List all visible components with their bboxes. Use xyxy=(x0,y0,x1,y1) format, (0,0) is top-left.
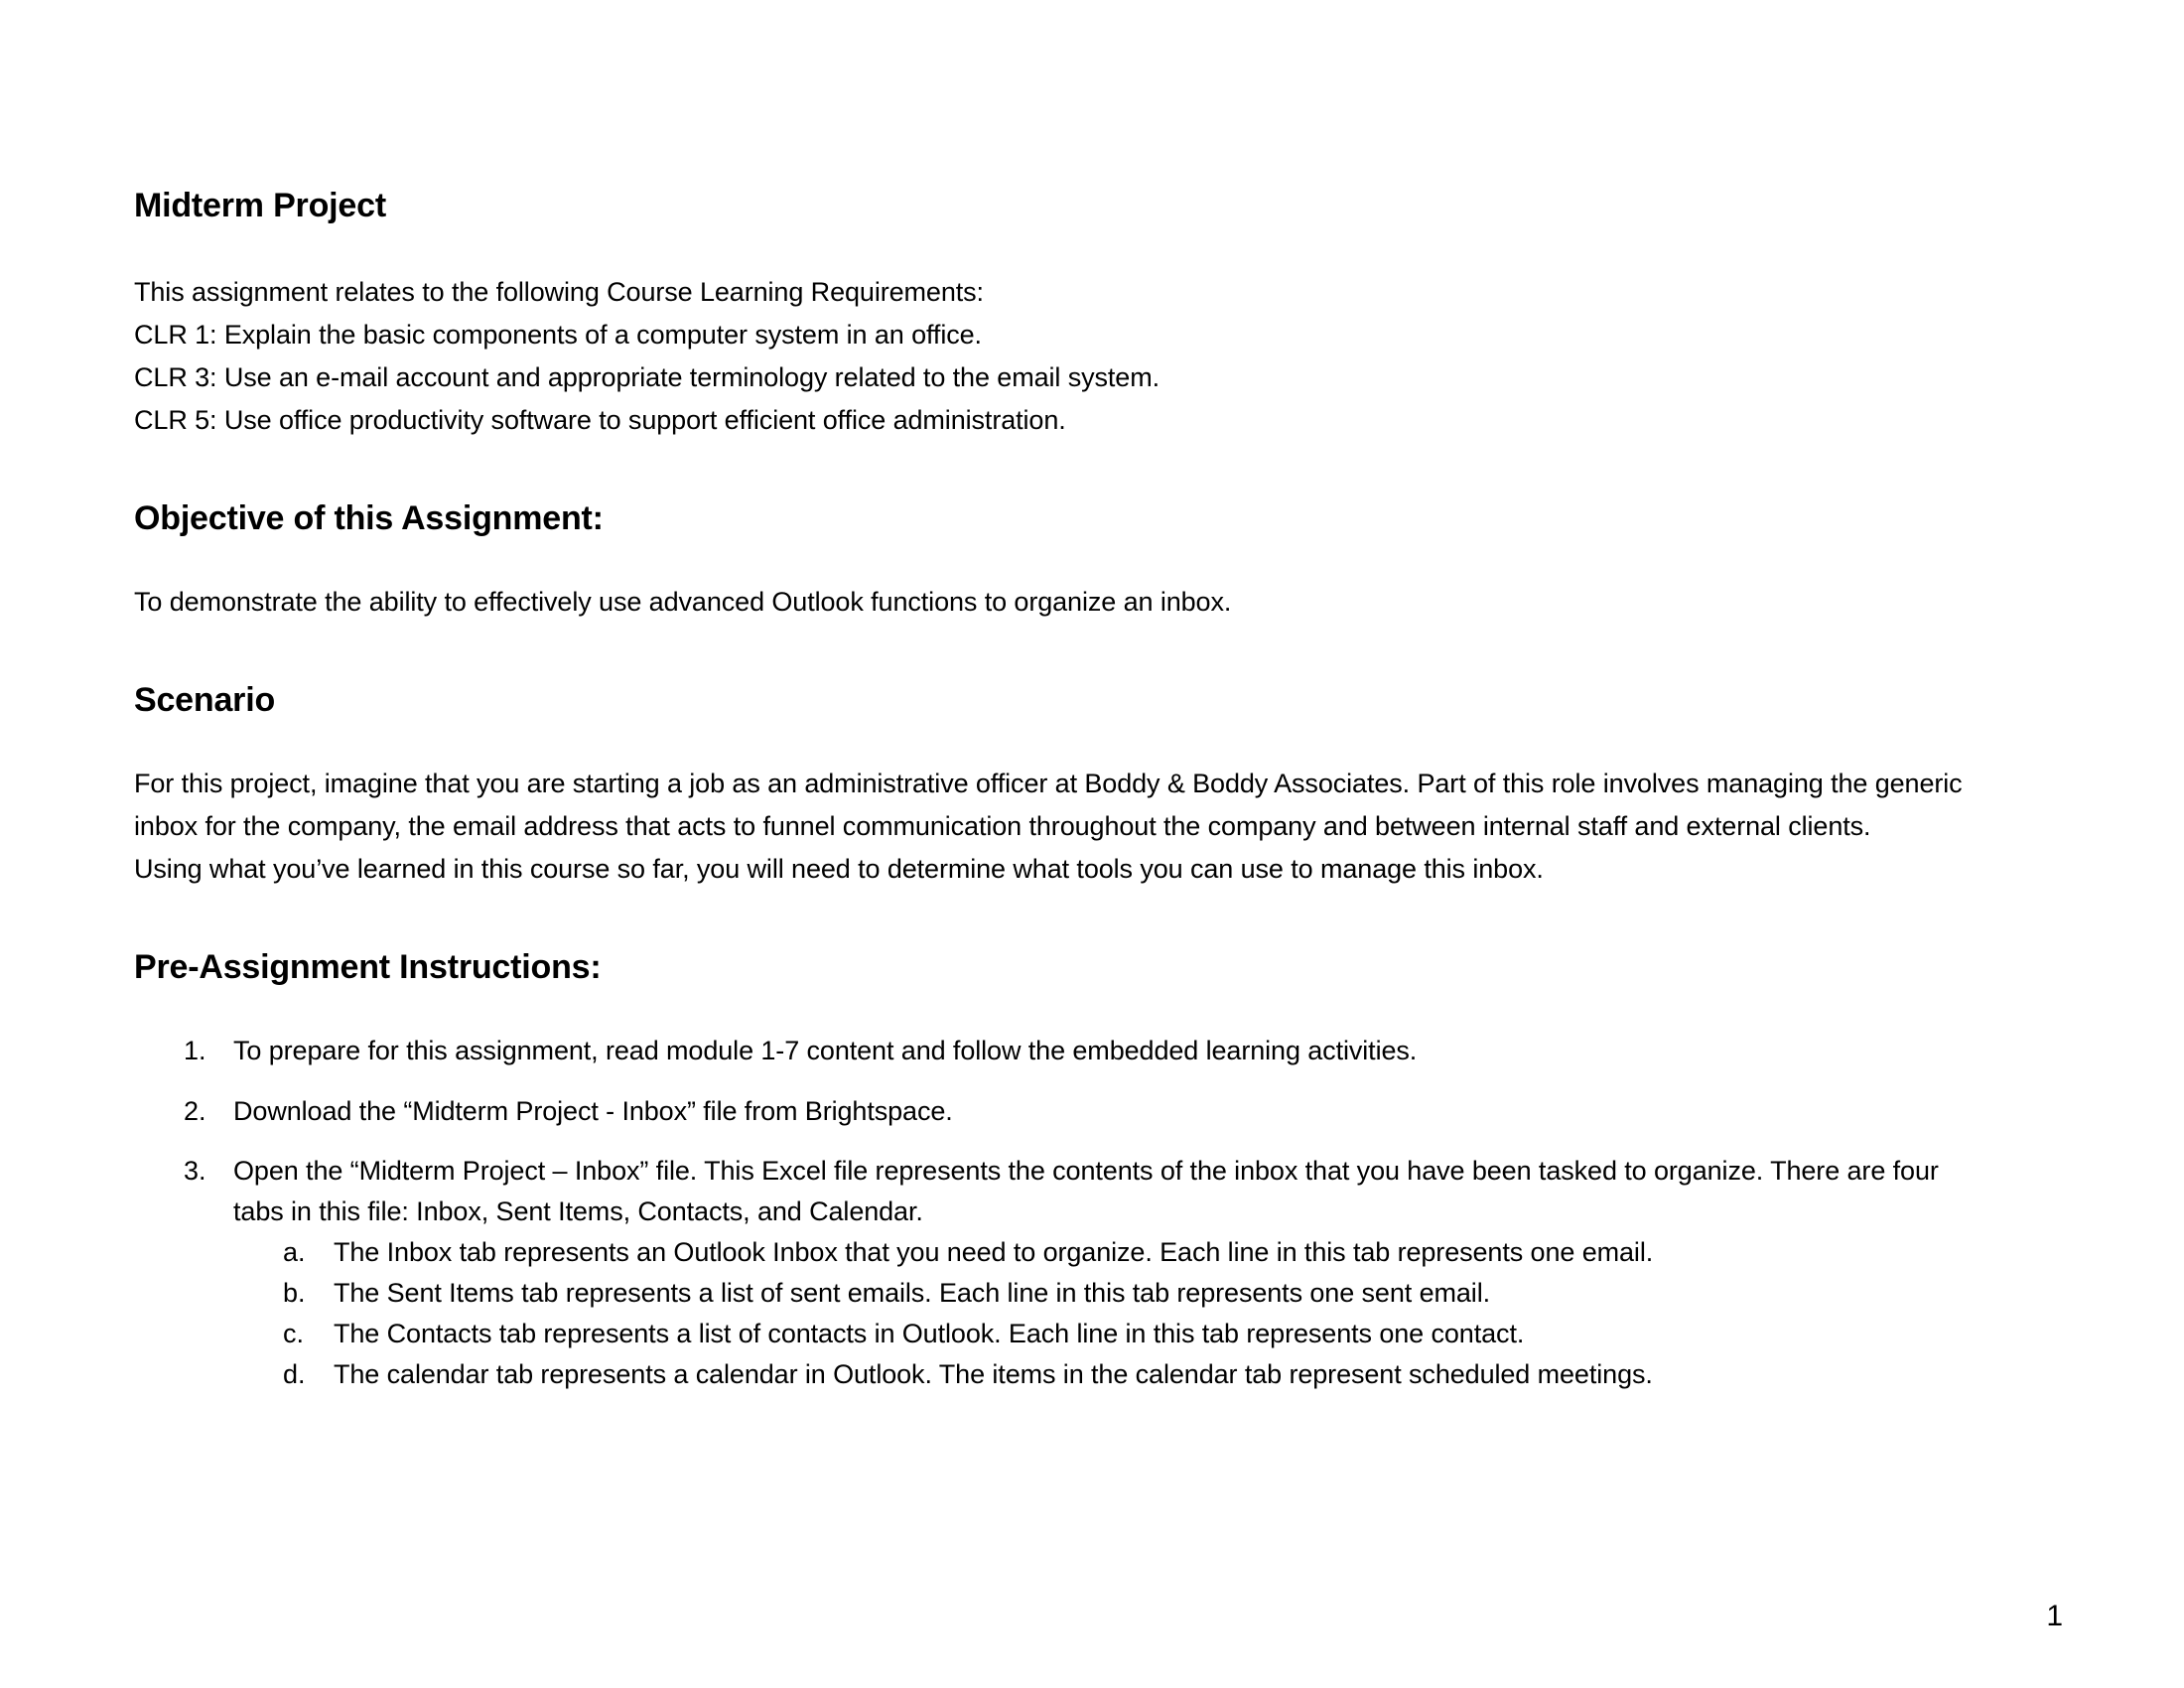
scenario-line-3: Using what you’ve learned in this course so far, you will need to determine what tools you can use to manage this inbox. xyxy=(134,854,1544,884)
list-number-2: 2. xyxy=(184,1096,206,1126)
page-number: 1 xyxy=(2046,1600,2063,1632)
sublist-item-c-text: The Contacts tab represents a list of contacts in Outlook. Each line in this tab represents one contact. xyxy=(334,1319,1525,1348)
sublist-letter-d: d. xyxy=(283,1359,306,1389)
sublist-letter-b: b. xyxy=(283,1278,306,1308)
list-item-3-text-line-2: tabs in this file: Inbox, Sent Items, Contacts, and Calendar. xyxy=(233,1196,923,1226)
scenario-heading: Scenario xyxy=(134,681,276,719)
scenario-line-2: inbox for the company, the email address that acts to funnel communication throughout the company and between internal staff and external clients. xyxy=(134,811,1871,841)
sublist-letter-c: c. xyxy=(283,1319,305,1348)
sublist-item-b-text: The Sent Items tab represents a list of sent emails. Each line in this tab represents one sent email. xyxy=(334,1278,1490,1308)
clr-line-3: CLR 3: Use an e-mail account and appropriate terminology related to the email system. xyxy=(134,362,1160,392)
sublist-letter-a: a. xyxy=(283,1237,306,1267)
objective-text: To demonstrate the ability to effectively use advanced Outlook functions to organize an inbox. xyxy=(134,587,1232,617)
clr-intro: This assignment relates to the following Course Learning Requirements: xyxy=(134,277,984,307)
scenario-line-1: For this project, imagine that you are starting a job as an administrative officer at Boddy & Boddy Associates. Part of this role involves managing the generic xyxy=(134,769,1963,798)
clr-line-5: CLR 5: Use office productivity software to support efficient office administration. xyxy=(134,405,1066,435)
clr-line-1: CLR 1: Explain the basic components of a computer system in an office. xyxy=(134,320,982,350)
list-number-1: 1. xyxy=(184,1036,206,1065)
list-number-3: 3. xyxy=(184,1156,206,1186)
objective-heading: Objective of this Assignment: xyxy=(134,499,604,537)
pre-assignment-heading: Pre-Assignment Instructions: xyxy=(134,948,602,986)
list-item-2-text: Download the “Midterm Project - Inbox” file from Brightspace. xyxy=(233,1096,953,1126)
list-item-1-text: To prepare for this assignment, read module 1-7 content and follow the embedded learning activities. xyxy=(233,1036,1418,1065)
sublist-item-d-text: The calendar tab represents a calendar in Outlook. The items in the calendar tab represent scheduled meetings. xyxy=(334,1359,1653,1389)
list-item-3-text-line-1: Open the “Midterm Project – Inbox” file. This Excel file represents the contents of the inbox that you have been tasked to organize. There are four xyxy=(233,1156,1939,1186)
sublist-item-a-text: The Inbox tab represents an Outlook Inbox that you need to organize. Each line in this tab represents one email. xyxy=(334,1237,1654,1267)
page-title: Midterm Project xyxy=(134,187,386,224)
